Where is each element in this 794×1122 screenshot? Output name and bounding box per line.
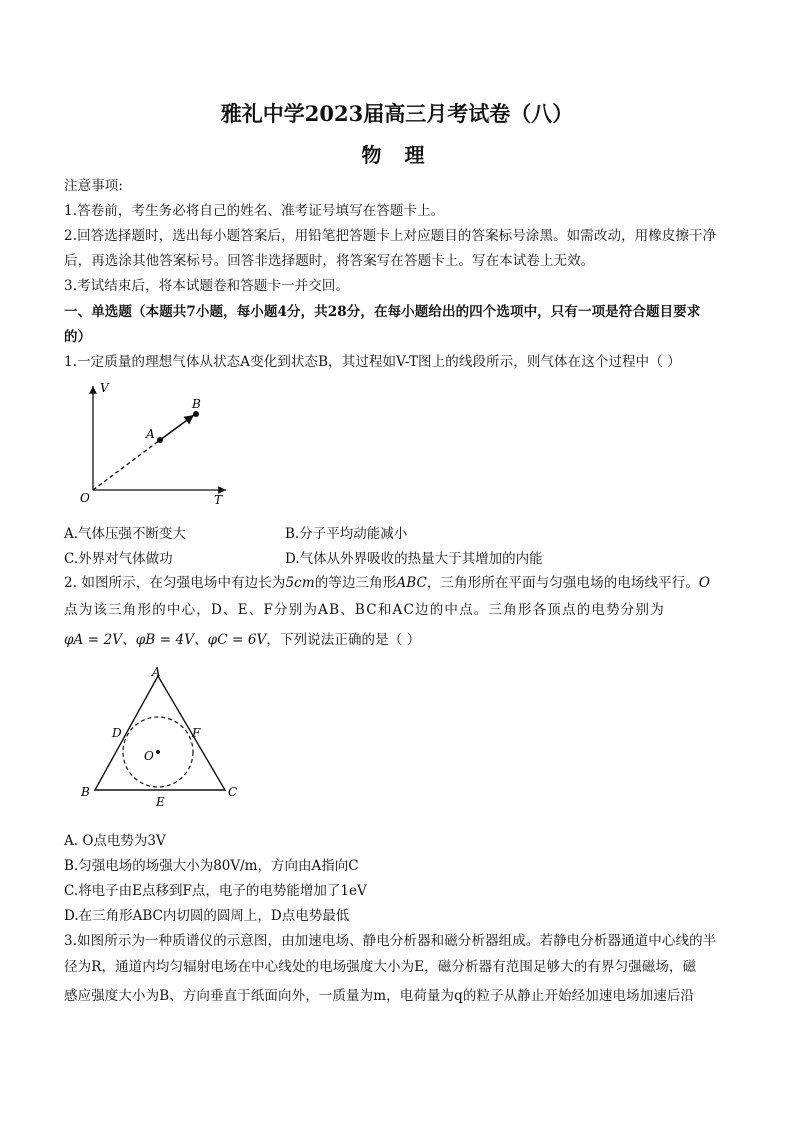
center-o	[156, 750, 160, 754]
q2-text-c: 的等边三角形	[314, 575, 397, 591]
q3-line-2: 径为R，通道内均匀辐射电场在中心线处的电场强度大小为E，磁分析器有范围足够大的有界匀强磁场，磁	[64, 959, 697, 975]
notice-heading: 注意事项:	[64, 178, 124, 194]
subject-title: 物 理	[361, 143, 433, 167]
triangle-figure	[78, 662, 248, 810]
vt-graph	[78, 378, 238, 508]
q2-tail: ，下列说法正确的是（ ）	[266, 632, 421, 648]
q1-option-d: D.气体从外界吸收的热量大于其增加的内能	[285, 551, 543, 567]
v-label: V	[100, 381, 109, 395]
process-segment	[160, 415, 194, 440]
label-o: O	[144, 749, 154, 763]
notice-item-1: 1.答卷前，考生务必将自己的姓名、准考证号填写在答题卡上。	[64, 203, 445, 219]
dashed-extension	[93, 440, 160, 490]
label-b: B	[81, 785, 90, 799]
section-heading: 一、单选题（本题共7小题，每小题4分，共28分，在每小题给出的四个选项中，只有一项是符合题目要求	[64, 304, 701, 320]
a-label: A	[146, 427, 155, 441]
q2-option-c: C.将电子由E点移到F点，电子的电势能增加了1eV	[64, 883, 367, 899]
q3-line-1: 3.如图所示为一种质谱仪的示意图，由加速电场、静电分析器和磁分析器组成。若静电分析器通道中心线的半	[64, 933, 717, 949]
q1-stem: 1.一定质量的理想气体从状态A变化到状态B，其过程如V-T图上的线段所示，则气体在这个过程中（ ）	[64, 354, 681, 370]
q2-option-a: A. O点电势为3V	[64, 833, 166, 849]
q2-option-b: B.匀强电场的场强大小为80V/m，方向由A指向C	[64, 858, 359, 874]
q1-option-c: C.外界对气体做功	[64, 551, 173, 567]
point-a	[157, 437, 163, 443]
q2-line-2: 点为该三角形的中心，D、E、F分别为AB、BC和AC边的中点。三角形各顶点的电势分别为	[64, 602, 665, 618]
label-d: D	[112, 726, 122, 740]
q2-option-d: D.在三角形ABC内切圆的圆周上，D点电势最低	[64, 908, 350, 924]
q2-line-1	[64, 571, 710, 591]
t-label: T	[214, 493, 223, 507]
notice-item-2: 2.回答选择题时，选出每小题答案后，用铅笔把答题卡上对应题目的答案标号涂黑。如需改动，用橡皮擦干净	[64, 228, 717, 244]
label-a: A	[152, 665, 161, 679]
q2-text-e: ，三角形所在平面与匀强电场的电场线平行。	[426, 575, 699, 591]
q3-line-3: 感应强度大小为B、方向垂直于纸面向外，一质量为m，电荷量为q的粒子从静止开始经加速电场加速后沿	[64, 988, 695, 1004]
label-f: F	[192, 726, 201, 740]
q2-potentials: φA = 2V、φB = 4V、φC = 6V	[64, 632, 267, 648]
q2-triangle-name: ABC	[396, 575, 427, 591]
q1-option-b: B.分子平均动能减小	[285, 526, 408, 542]
q1-option-a: A.气体压强不断变大	[64, 526, 187, 542]
section-heading-cont: 的）	[64, 329, 92, 345]
notice-item-2-cont: 后，再选涂其他答案标号。回答非选择题时，将答案写在答题卡上。写在本试卷上无效。	[64, 253, 595, 269]
label-e: E	[156, 795, 165, 809]
q2-text-a: 2. 如图所示，在匀强电场中有边长为	[64, 575, 286, 591]
page-title: 雅礼中学2023届高三月考试卷（八）	[220, 101, 574, 126]
point-b	[193, 411, 199, 417]
b-label: B	[192, 397, 201, 411]
origin-label: O	[80, 491, 90, 505]
label-c: C	[228, 785, 238, 799]
q2-line-3	[64, 628, 420, 648]
q2-center-o: O	[698, 575, 711, 591]
q2-side-length: 5cm	[285, 575, 315, 591]
notice-item-3: 3.考试结束后，将本试题卷和答题卡一并交回。	[64, 278, 350, 294]
